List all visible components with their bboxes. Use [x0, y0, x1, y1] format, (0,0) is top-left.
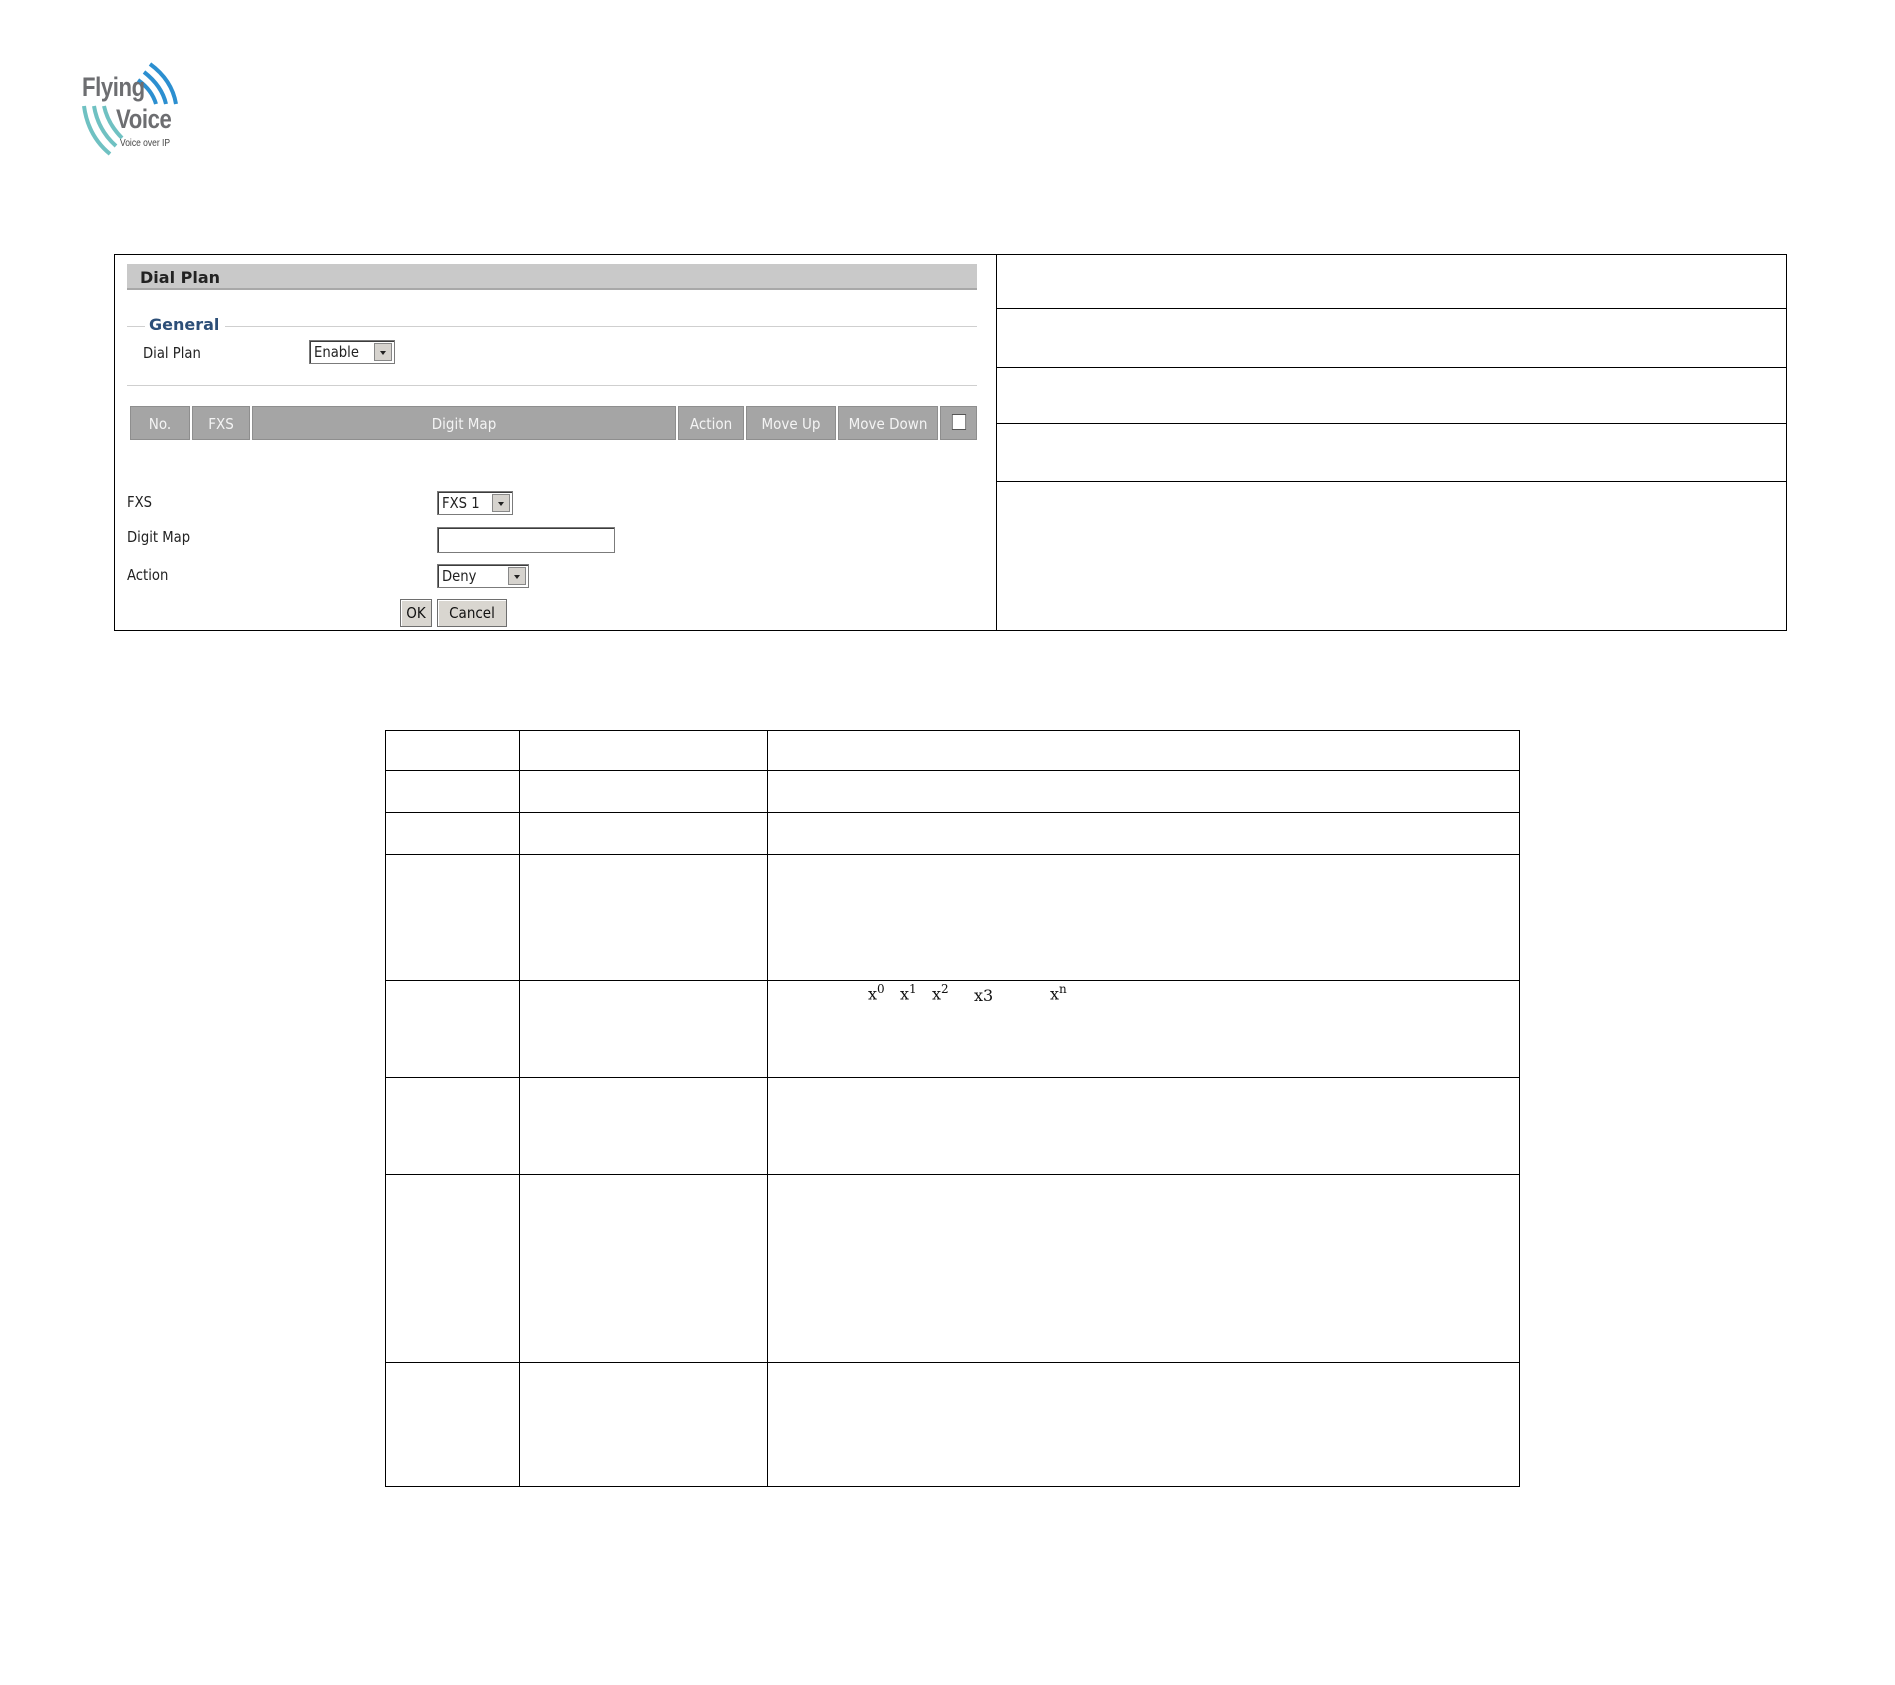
notation-x3: x3	[974, 986, 994, 1005]
column-header-move-up	[746, 406, 836, 440]
cancel-button-label: Cancel	[449, 604, 495, 622]
cancel-button[interactable]	[437, 599, 507, 627]
table-row-line	[386, 1174, 1519, 1175]
notation-exponent: 2	[941, 982, 949, 996]
notation-x2	[932, 982, 949, 1003]
frame-divider	[996, 255, 997, 630]
column-header-no	[130, 406, 190, 440]
dial-plan-select-value: Enable	[314, 343, 359, 361]
column-header-label: Move Down	[848, 415, 928, 433]
chevron-down-icon[interactable]	[492, 494, 510, 512]
column-header-select-all	[940, 406, 977, 440]
notation-exponent: n	[1059, 982, 1067, 996]
column-header-label: Move Up	[761, 415, 821, 433]
notation-base: x	[900, 984, 910, 1004]
notation-xn	[1050, 982, 1067, 1003]
column-header-label: FXS	[208, 415, 234, 433]
general-fieldset	[127, 326, 977, 386]
fxs-label: FXS	[127, 493, 153, 511]
column-header-action	[678, 406, 744, 440]
table-row-line	[386, 1077, 1519, 1078]
notation-base: x	[1050, 984, 1060, 1004]
table-column-line	[767, 731, 768, 1486]
notation-base: x	[932, 984, 942, 1004]
digit-map-input[interactable]	[437, 527, 615, 553]
table-row-line	[386, 812, 1519, 813]
frame-row-line	[996, 423, 1786, 424]
flying-voice-logo	[80, 58, 190, 158]
notation-exponent: 0	[877, 982, 885, 996]
frame-row-line	[996, 367, 1786, 368]
notation-x0	[868, 982, 885, 1003]
table-row-line	[386, 1362, 1519, 1363]
logo-text-voice: Voice	[116, 104, 172, 134]
action-select[interactable]	[437, 564, 529, 588]
chevron-down-icon[interactable]	[374, 343, 392, 361]
action-label: Action	[127, 566, 169, 584]
frame-row-line	[996, 481, 1786, 482]
dial-plan-panel	[127, 264, 977, 624]
ok-button[interactable]	[400, 599, 432, 627]
action-select-value: Deny	[442, 567, 477, 585]
logo-text-flying: Flying	[82, 72, 145, 102]
general-legend: General	[145, 315, 225, 334]
table-column-line	[519, 731, 520, 1486]
logo-tagline: Voice over IP	[120, 138, 171, 149]
notation-base: x	[868, 984, 878, 1004]
frame-row-line	[996, 308, 1786, 309]
dial-plan-select[interactable]	[309, 340, 395, 364]
panel-title: Dial Plan	[140, 268, 221, 287]
table-row-line	[386, 770, 1519, 771]
ok-button-label: OK	[406, 604, 426, 622]
column-header-label: Action	[689, 415, 733, 433]
parameter-table	[385, 730, 1520, 1487]
notation-exponent: 1	[909, 982, 917, 996]
fxs-select-value: FXS 1	[442, 494, 480, 512]
column-header-fxs	[192, 406, 250, 440]
column-header-label: Digit Map	[431, 415, 497, 433]
table-row-line	[386, 980, 1519, 981]
table-row-line	[386, 854, 1519, 855]
panel-header	[127, 264, 977, 290]
fxs-select[interactable]	[437, 491, 513, 515]
column-header-digit-map	[252, 406, 676, 440]
chevron-down-icon[interactable]	[508, 567, 526, 585]
column-header-label: No.	[148, 415, 172, 433]
digit-map-label: Digit Map	[127, 528, 191, 546]
dial-plan-label: Dial Plan	[143, 344, 201, 362]
notation-x1	[900, 982, 917, 1003]
column-header-move-down	[838, 406, 938, 440]
select-all-checkbox[interactable]	[952, 414, 966, 430]
